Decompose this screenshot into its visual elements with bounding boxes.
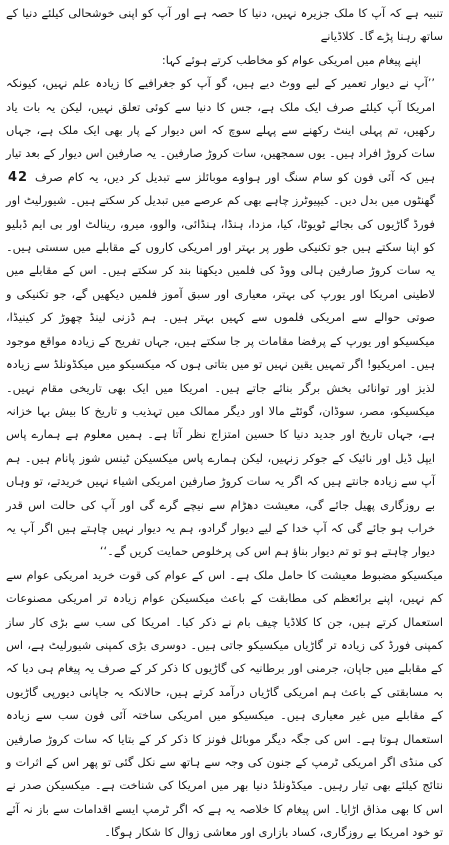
- hours-number: 42: [8, 169, 29, 185]
- article-paragraph-message-intro: اپنے پیغام میں امریکی عوام کو مخاطب کرتے ہوئے کہا:: [161, 52, 421, 67]
- article-quote-block: [6, 72, 443, 564]
- quote-text-opening: ’’آپ نے دیوار تعمیر کے لیے ووٹ دیے ہیں، گو آپ کو جغرافیے کا زیادہ علم نہیں، کیونکہ امریکا آپ کیلئے صرف ایک ملک ہے، جس کا دنیا سے کوئی تعلق نہیں، لیکن یہ بات یاد رکھیں، تم پہلی اینٹ رکھنے سے پہلے سوچ کہ اس دیوار کے پار بھی ایک ملک ہے، جہاں سات کروڑ افراد ہیں۔ یوں سمجھیں، سات کروڑ صارفین۔ یہ صارفین اس دیوار کے بعد تیار ہیں کہ آئی فون کو سام سنگ اور ہواوے موبائلز سے تبدیل کر دیں، یہ کام صرف: [6, 76, 435, 184]
- article-paragraph-economy: میکسیکو مضبوط معیشت کا حامل ملک ہے۔ اس کے عوام کی قوت خرید امریکی عوام سے کم نہیں، اپنے برائعظم کی مطابقت کے باعث میکسیکن عوام زیادہ تر امریکی مصنوعات استعمال کرتے ہیں، جن کا کلاڈیا چیف بام نے ذکر کیا۔ امریکا کی سب سے بڑی کار ساز کمپنی فورڈ کی زیادہ تر گاڑیاں میکسیکو جاتی ہیں۔ دوسری بڑی کمپنی شیورلیٹ ہے، اس کے مقابلے میں جاپان، جرمنی اور برطانیہ کی گاڑیوں کا ذکر کر کے صرف یہ پیغام ہی دیا کہ بہ مسابقتی کے باعث ہم امریکی گاڑیاں درآمد کرتے ہیں، حالانکہ یہ جاپانی دیورپی گاڑیوں کے مقابلے میں غیر معیاری ہیں۔ میکسیکو میں امریکی ساختہ آئی فون سب سے زیادہ استعمال ہوتا ہے۔ اس کی جگہ دیگر موبائل فونز کا ذکر کر کے بتایا کہ سات کروڑ صارفین کی منڈی اگر امریکی ٹرمپ کے جنون کی وجہ سے ہاتھ سے نکل گئی تو پھر اس کے اثرات و نتائج کیلئے بھی تیار رہیں۔ میکڈونلڈ دنیا بھر میں امریکا کی شناخت ہے۔ میکسیکن صدر نے اس کا بھی مذاق اڑایا۔ اس پیغام کا خلاصہ یہ ہے کہ اگر ٹرمپ ایسے اقدامات سے باز نہ آئے تو خود امریکا بے روزگاری، کساد بازاری اور معاشی زوال کا شکار ہوگا۔: [6, 567, 443, 840]
- article-paragraph-warning: تنبیہ ہے کہ آپ کا ملک جزیرہ نہیں، دنیا کا حصہ ہے اور آپ کو اپنی خوشحالی کیلئے دنیا کے ساتھ رہنا پڑے گا۔ کلاڈیانے: [6, 6, 443, 44]
- quote-text-closing: گھنٹوں میں بدل دیں۔ کیپیوٹرز چاہے بھی کم عرصے میں تبدیل کر سکتے ہیں۔ شیورلیٹ اور فورڈ گاڑیوں کی بجائے ٹویوٹا، کیا، مزدا، ہنڈا، ہنڈائی، والوو، میرو، رینالٹ اور بی ایم ڈبلیو کو اپنا سکتے ہیں جو تکنیکی طور پر بہتر اور امریکی کاروں کے مقابلے میں سستی ہیں۔ یہ سات کروڑ صارفین ہالی ووڈ کی فلمیں دیکھنا بند کر سکتے ہیں۔ اس کے مقابلے میں لاطینی امریکا اور یورپ کی بہتر، معیاری اور سبق آموز فلمیں دیکھیں گے، جو تکنیکی و صوتی حوالے سے امریکی فلموں سے کہیں بہتر ہیں۔ ہم ڈزنی لینڈ چھوڑ کر کینیڈا، میکسیکو اور یورپ کے پرفضا مقامات پر جا سکتے ہیں، جہاں تفریح کے زیادہ مواقع موجود ہیں۔ امریکیو! اگر تمہیں یقین نہیں تو میں بتاتی ہوں کہ میکسیکو میں میکڈونلڈ سے زیادہ لذیز اور توانائی بخش برگر بنائے جاتے ہیں۔ امریکا میں ایک بھی تاریخی مقام نہیں۔ میکسیکو، مصر، سوڈان، گوئٹے مالا اور دیگر ممالک میں تہذیب و تاریخ کا بیش بہا خزانہ ہے، جہاں تاریخ اور جدید دنیا کا حسین امتزاج نظر آتا ہے۔ ہمیں معلوم ہے ہمارے پاس ایپل ڈیل اور نائیک کے جوکر زنہیں، لیکن ہمارے پاس میکسیکن ٹینس شوز پانام ہیں۔ ہم آپ سے زیادہ جانتے ہیں کہ اگر یہ سات کروڑ صارفین امریکی اشیاء نہیں خریدتے، تو وہاں بے روزگاری پھیل جائے گی، معیشت دھڑام سے نیچے گرے گی اور آپ کی حالت اس قدر خراب ہو جائے گی کہ آپ خدا کے لیے دیوار گرادو، ہم یہ دیوار نہیں چاہتے ہیں اگر آپ یہ دیوار چاہتے ہو تو تم دیوار بناؤ ہم اس کی پرخلوص حمایت کریں گے۔‘‘: [6, 193, 435, 559]
